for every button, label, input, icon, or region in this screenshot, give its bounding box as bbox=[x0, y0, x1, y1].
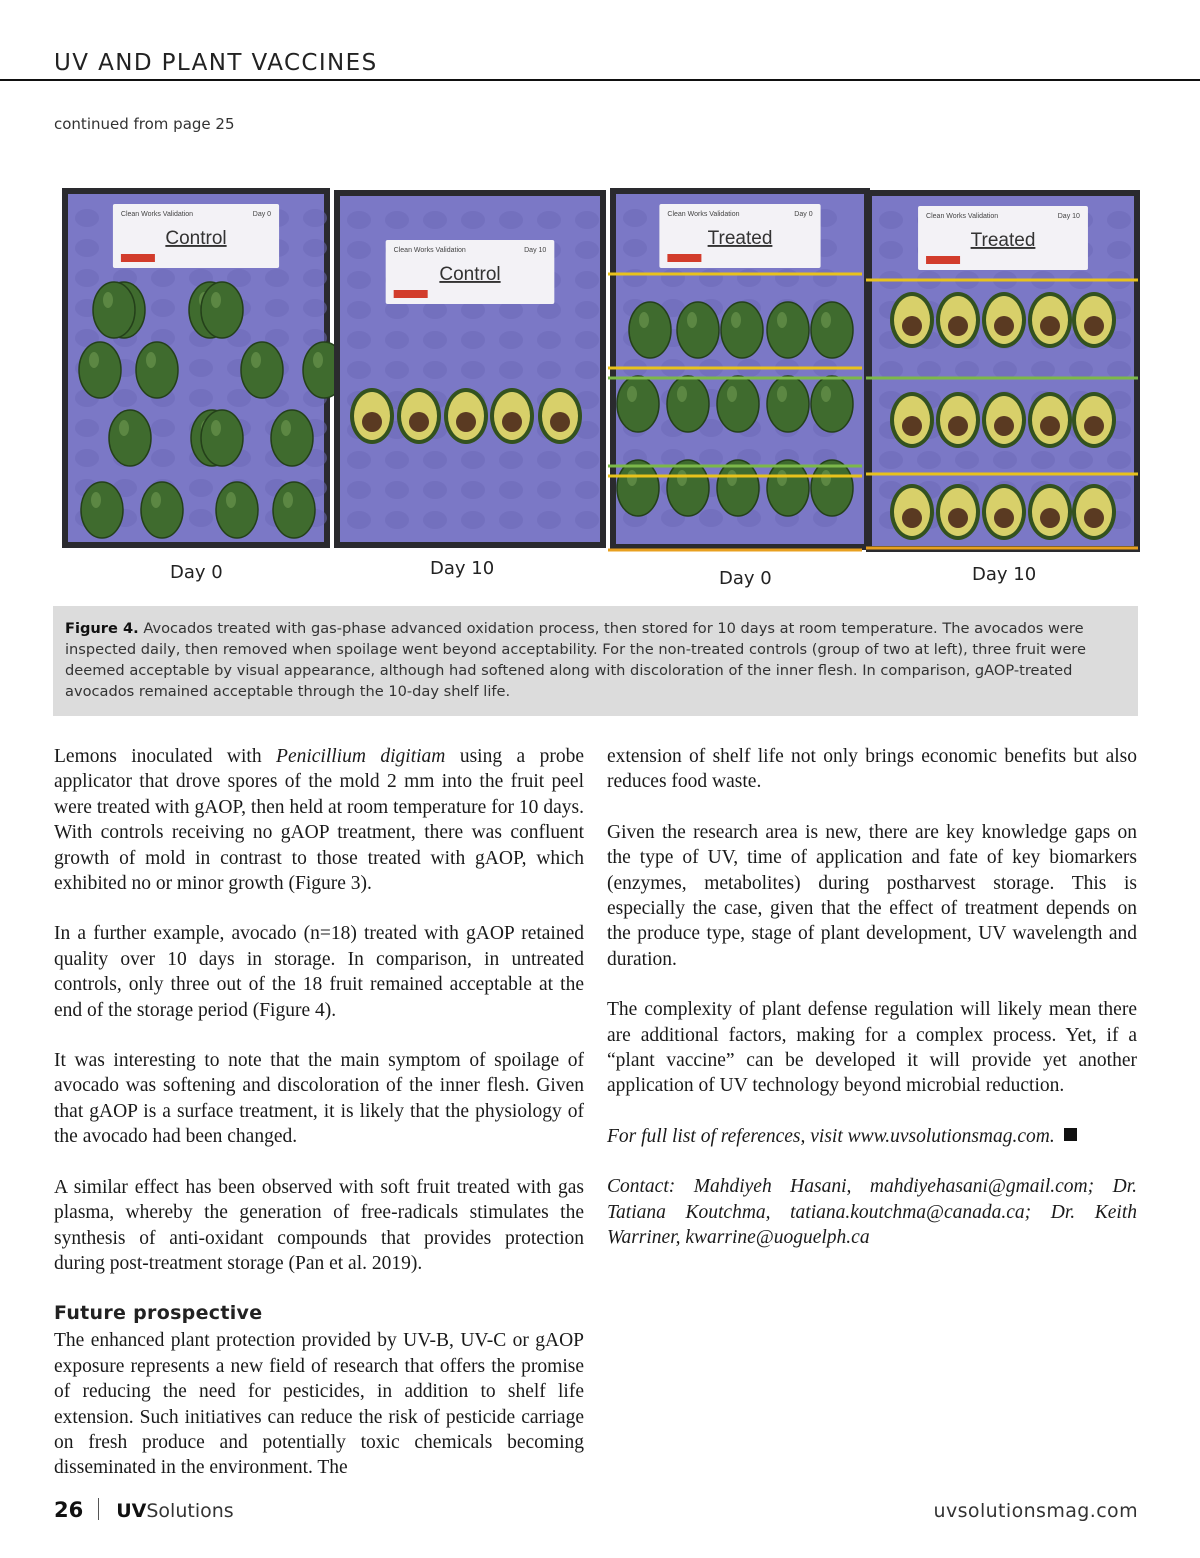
tray-cup bbox=[423, 511, 447, 529]
avocado-whole bbox=[93, 282, 135, 338]
tray-cup bbox=[189, 389, 213, 407]
avocado-highlight bbox=[283, 492, 293, 508]
tray-cup bbox=[775, 269, 799, 287]
references-note bbox=[607, 1124, 1137, 1149]
avocado-whole bbox=[811, 302, 853, 358]
card-label: Control bbox=[439, 264, 501, 285]
card-logo bbox=[667, 254, 701, 262]
card-label: Treated bbox=[970, 230, 1036, 251]
avocado-highlight bbox=[151, 492, 161, 508]
avocado-highlight bbox=[226, 492, 236, 508]
tray-cup bbox=[623, 239, 647, 257]
card-day-tag: Day 0 bbox=[252, 211, 272, 218]
paragraph: The enhanced plant protection provided by UV-B, UV-C or gAOP exposure represents a new field of research that offers the promise of reducing the need for pesticides, in addition to shelf life extension. Such initiatives can reduce the risk of pesticide carriage on fresh produce and potentially toxic chemicals becoming disseminated in the environment. The bbox=[54, 1330, 584, 1479]
tray-cup bbox=[75, 269, 99, 287]
tray-cup bbox=[347, 481, 371, 499]
avocado-highlight bbox=[727, 386, 737, 402]
avocado-whole bbox=[201, 282, 243, 338]
card-label: Control bbox=[165, 228, 227, 249]
tray-cup bbox=[955, 451, 979, 469]
tray-cup bbox=[461, 481, 485, 499]
avocado-highlight bbox=[281, 420, 291, 436]
avocado-seed bbox=[1040, 508, 1060, 528]
avocado-seed bbox=[994, 416, 1014, 436]
brand-uv: UV bbox=[116, 1500, 147, 1522]
avocado-seed bbox=[1084, 416, 1104, 436]
tray-cup bbox=[461, 361, 485, 379]
tray-cup bbox=[537, 361, 561, 379]
brand-solutions: Solutions bbox=[146, 1500, 234, 1522]
card-day-tag: Day 0 bbox=[794, 211, 813, 218]
avocado-highlight bbox=[89, 352, 99, 368]
tray-cup bbox=[917, 361, 941, 379]
avocado-whole bbox=[717, 376, 759, 432]
tray-cup bbox=[537, 481, 561, 499]
card-header-text: Clean Works Validation bbox=[926, 213, 999, 220]
caption-label: Figure 4. bbox=[65, 620, 139, 637]
paragraph: It was interesting to note that the main symptom of spoilage of avocado was softening and discoloration of the inner flesh. Given that gAOP is a surface treatment, it is likely that the physiology of the avocado had been changed. bbox=[54, 1050, 584, 1148]
card-label: Treated bbox=[707, 228, 773, 249]
tray-cup bbox=[879, 241, 903, 259]
day-label: Day 10 bbox=[972, 564, 1037, 585]
tray-cup bbox=[737, 269, 761, 287]
tray-cup bbox=[385, 511, 409, 529]
avocado-seed bbox=[409, 412, 429, 432]
right-column bbox=[607, 744, 1137, 1276]
avocado-seed bbox=[994, 316, 1014, 336]
tray-cup bbox=[1107, 361, 1131, 379]
avocado-seed bbox=[1084, 316, 1104, 336]
avocado-highlight bbox=[777, 312, 787, 328]
card-logo bbox=[394, 290, 428, 298]
tray-cup bbox=[1031, 361, 1055, 379]
tray-cup bbox=[189, 479, 213, 497]
figure-4-image bbox=[62, 186, 1140, 596]
avocado-highlight bbox=[251, 352, 261, 368]
avocado-highlight bbox=[677, 386, 687, 402]
page-number: 26 bbox=[54, 1498, 84, 1522]
footer-website: uvsolutionsmag.com bbox=[933, 1500, 1138, 1522]
avocado-highlight bbox=[211, 292, 221, 308]
tray-cup bbox=[499, 211, 523, 229]
tray-cup bbox=[499, 451, 523, 469]
tray-cup bbox=[575, 211, 599, 229]
tray-cup bbox=[303, 299, 327, 317]
tray-cup bbox=[1031, 451, 1055, 469]
tray-cup bbox=[423, 211, 447, 229]
tray-cup bbox=[423, 481, 447, 499]
tray-cup bbox=[189, 509, 213, 527]
day-label: Day 0 bbox=[719, 568, 772, 589]
tray-cup bbox=[623, 269, 647, 287]
tray-cup bbox=[303, 269, 327, 287]
avocado-whole bbox=[201, 410, 243, 466]
tray-cup bbox=[917, 451, 941, 469]
tray-cup bbox=[537, 451, 561, 469]
paragraph: A similar effect has been observed with soft fruit treated with gas plasma, whereby the generation of free-radicals stimulates the synthesis of anti-oxidant compounds that provides protection during post-treatment storage (Pan et al. 2019). bbox=[54, 1176, 584, 1274]
tray-cup bbox=[537, 511, 561, 529]
avocado-whole bbox=[271, 410, 313, 466]
tray-cup bbox=[1107, 451, 1131, 469]
avocado-seed bbox=[550, 412, 570, 432]
avocado-whole bbox=[617, 460, 659, 516]
tray-cup bbox=[75, 239, 99, 257]
tray-cup bbox=[499, 511, 523, 529]
text-run: Lemons inoculated with bbox=[54, 746, 277, 767]
avocado-highlight bbox=[777, 386, 787, 402]
tray-cup bbox=[461, 331, 485, 349]
avocado-whole bbox=[667, 376, 709, 432]
tray-cup bbox=[813, 269, 837, 287]
tray-cup bbox=[1069, 361, 1093, 379]
avocado-highlight bbox=[727, 470, 737, 486]
paragraph: Given the research area is new, there are key knowledge gaps on the type of UV, time of application and fate of key biomarkers (enzymes, metabolites) during postharvest storage. This is especially the case, given that the effect of treatment depends on the produce type, stage of plant development, UV wavelength and duration. bbox=[607, 821, 1137, 970]
tray-cup bbox=[113, 389, 137, 407]
avocado-whole bbox=[677, 302, 719, 358]
tray-cup bbox=[303, 209, 327, 227]
tray-cup bbox=[151, 269, 175, 287]
tray-cup bbox=[347, 271, 371, 289]
avocado-seed bbox=[948, 316, 968, 336]
avocado-whole bbox=[629, 302, 671, 358]
tray-cup bbox=[699, 509, 723, 527]
paragraph: In a further example, avocado (n=18) treated with gAOP retained quality over 10 days in storage. In comparison, in untreated controls, only three out of the 18 fruit remained acceptable at the end of the storage period (Figure 4). bbox=[54, 923, 584, 1021]
tray-cup bbox=[423, 331, 447, 349]
tray-cup bbox=[879, 451, 903, 469]
avocado-highlight bbox=[146, 352, 156, 368]
tray-cup bbox=[347, 211, 371, 229]
tray-cup bbox=[623, 209, 647, 227]
day-label: Day 10 bbox=[430, 558, 495, 579]
tray-cup bbox=[265, 299, 289, 317]
tray-cup bbox=[879, 361, 903, 379]
tray-cup bbox=[423, 451, 447, 469]
paragraph bbox=[54, 744, 584, 896]
card-header-text: Clean Works Validation bbox=[667, 211, 740, 218]
figure-caption bbox=[53, 606, 1138, 716]
tray-cup bbox=[75, 209, 99, 227]
tray-cup bbox=[189, 359, 213, 377]
avocado-highlight bbox=[211, 420, 221, 436]
tray-cup bbox=[347, 361, 371, 379]
continued-note: continued from page 25 bbox=[54, 115, 235, 133]
avocado-highlight bbox=[731, 312, 741, 328]
tray-cup bbox=[955, 361, 979, 379]
footer-divider bbox=[98, 1498, 99, 1520]
avocado-whole bbox=[767, 376, 809, 432]
tray-cup bbox=[537, 331, 561, 349]
avocado-highlight bbox=[687, 312, 697, 328]
tray-cup bbox=[699, 269, 723, 287]
tray-cup bbox=[575, 301, 599, 319]
avocado-highlight bbox=[627, 470, 637, 486]
avocado-seed bbox=[994, 508, 1014, 528]
avocado-seed bbox=[502, 412, 522, 432]
section-heading: Future prospective bbox=[54, 1302, 263, 1325]
avocado-whole bbox=[667, 460, 709, 516]
avocado-seed bbox=[902, 316, 922, 336]
avocado-whole bbox=[811, 376, 853, 432]
tray-cup bbox=[385, 211, 409, 229]
tray-cup bbox=[303, 239, 327, 257]
footer-left bbox=[54, 1498, 234, 1522]
avocado-highlight bbox=[677, 470, 687, 486]
left-column bbox=[54, 744, 584, 1506]
tray-cup bbox=[575, 451, 599, 469]
avocado-seed bbox=[902, 508, 922, 528]
tray-cup bbox=[151, 449, 175, 467]
tray-cup bbox=[385, 451, 409, 469]
tray-cup bbox=[461, 211, 485, 229]
tray-cup bbox=[575, 271, 599, 289]
avocado-whole bbox=[273, 482, 315, 538]
tray-cup bbox=[151, 419, 175, 437]
card-logo bbox=[121, 254, 155, 262]
avocado-seed bbox=[902, 416, 922, 436]
tray-cup bbox=[265, 269, 289, 287]
tray-cup bbox=[661, 269, 685, 287]
tray-cup bbox=[499, 361, 523, 379]
caption-text: Avocados treated with gas-phase advanced oxidation process, then stored for 10 days at room temperature. The avocados were inspected daily, then removed when spoilage went beyond acceptability. For the non-treated controls (group of two at left), three fruit were deemed acceptable by visual appearance, although had softened along with discoloration of the inner flesh. In comparison, gAOP-treated avocados remained acceptable through the 10-day shelf life. bbox=[65, 620, 1086, 700]
tray-cup bbox=[385, 361, 409, 379]
card-header-text: Clean Works Validation bbox=[120, 211, 194, 218]
avocado-highlight bbox=[627, 386, 637, 402]
tray-cup bbox=[347, 451, 371, 469]
tray-cup bbox=[385, 481, 409, 499]
header-rule bbox=[0, 79, 1200, 81]
avocado-whole bbox=[241, 342, 283, 398]
tray-cup bbox=[347, 511, 371, 529]
tray-cup bbox=[423, 361, 447, 379]
avocado-whole bbox=[617, 376, 659, 432]
tray-cup bbox=[575, 511, 599, 529]
avocado-whole bbox=[767, 460, 809, 516]
avocado-photo-panels bbox=[62, 186, 1140, 556]
avocado-whole bbox=[79, 342, 121, 398]
tray-cup bbox=[151, 299, 175, 317]
species-name: Penicillium digitiam bbox=[276, 746, 446, 767]
tray-cup bbox=[575, 361, 599, 379]
tray-cup bbox=[575, 481, 599, 499]
tray-cup bbox=[575, 331, 599, 349]
tray-cup bbox=[461, 511, 485, 529]
tray-cup bbox=[699, 449, 723, 467]
tray-cup bbox=[499, 331, 523, 349]
tray-cup bbox=[575, 241, 599, 259]
paragraph: The complexity of plant defense regulation will likely mean there are additional factors, making for a complex process. Yet, if a “plant vaccine” can be developed it will provide yet another application of UV technology beyond microbial reduction. bbox=[607, 999, 1137, 1097]
avocado-seed bbox=[456, 412, 476, 432]
avocado-whole bbox=[717, 460, 759, 516]
card-header-text: Clean Works Validation bbox=[393, 247, 466, 254]
avocado-highlight bbox=[821, 312, 831, 328]
tray-cup bbox=[993, 451, 1017, 469]
avocado-highlight bbox=[91, 492, 101, 508]
avocado-seed bbox=[1084, 508, 1104, 528]
references-text: For full list of references, visit www.uvsolutionsmag.com. bbox=[607, 1125, 1055, 1147]
avocado-seed bbox=[948, 416, 968, 436]
tray-cup bbox=[1107, 241, 1131, 259]
card-day-tag: Day 10 bbox=[1057, 213, 1080, 220]
avocado-seed bbox=[948, 508, 968, 528]
tray-cup bbox=[879, 211, 903, 229]
card-logo bbox=[926, 256, 960, 264]
avocado-highlight bbox=[821, 386, 831, 402]
tray-cup bbox=[537, 211, 561, 229]
day-label: Day 0 bbox=[170, 562, 223, 583]
avocado-seed bbox=[362, 412, 382, 432]
end-of-article-mark bbox=[1064, 1128, 1077, 1141]
contact-info: Contact: Mahdiyeh Hasani, mahdiyehasani@gmail.com; Dr. Tatiana Koutchma, tatiana.koutchma@canada.ca; Dr. Keith Warriner, kwarrine@uoguelph.ca bbox=[607, 1176, 1137, 1249]
avocado-seed bbox=[1040, 316, 1060, 336]
avocado-whole bbox=[721, 302, 763, 358]
tray-cup bbox=[347, 331, 371, 349]
tray-cup bbox=[499, 481, 523, 499]
text-run: using a probe applicator that drove spores of the mold 2 mm into the fruit peel were treated with gAOP, then held at room temperature for 10 days. With controls receiving no gAOP treatment, there was confluent growth of mold in contrast to those treated with gAOP, which exhibited no or minor growth (Figure 3). bbox=[54, 746, 584, 895]
avocado-highlight bbox=[639, 312, 649, 328]
avocado-whole bbox=[767, 302, 809, 358]
tray-cup bbox=[227, 389, 251, 407]
tray-cup bbox=[461, 451, 485, 469]
avocado-whole bbox=[109, 410, 151, 466]
tray-cup bbox=[347, 301, 371, 319]
tray-cup bbox=[347, 241, 371, 259]
avocado-whole bbox=[81, 482, 123, 538]
tray-cup bbox=[75, 419, 99, 437]
avocado-highlight bbox=[103, 292, 113, 308]
avocado-highlight bbox=[119, 420, 129, 436]
tray-cup bbox=[75, 449, 99, 467]
paragraph: extension of shelf life not only brings economic benefits but also reduces food waste. bbox=[607, 746, 1137, 793]
avocado-whole bbox=[811, 460, 853, 516]
tray-cup bbox=[1107, 211, 1131, 229]
avocado-whole bbox=[136, 342, 178, 398]
tray-cup bbox=[993, 361, 1017, 379]
avocado-highlight bbox=[313, 352, 323, 368]
avocado-highlight bbox=[777, 470, 787, 486]
avocado-seed bbox=[1040, 416, 1060, 436]
tray-cup bbox=[1069, 451, 1093, 469]
avocado-whole bbox=[216, 482, 258, 538]
avocado-whole bbox=[141, 482, 183, 538]
tray-cup bbox=[385, 331, 409, 349]
card-day-tag: Day 10 bbox=[524, 247, 547, 254]
avocado-highlight bbox=[821, 470, 831, 486]
section-title: UV AND PLANT VACCINES bbox=[54, 50, 378, 76]
